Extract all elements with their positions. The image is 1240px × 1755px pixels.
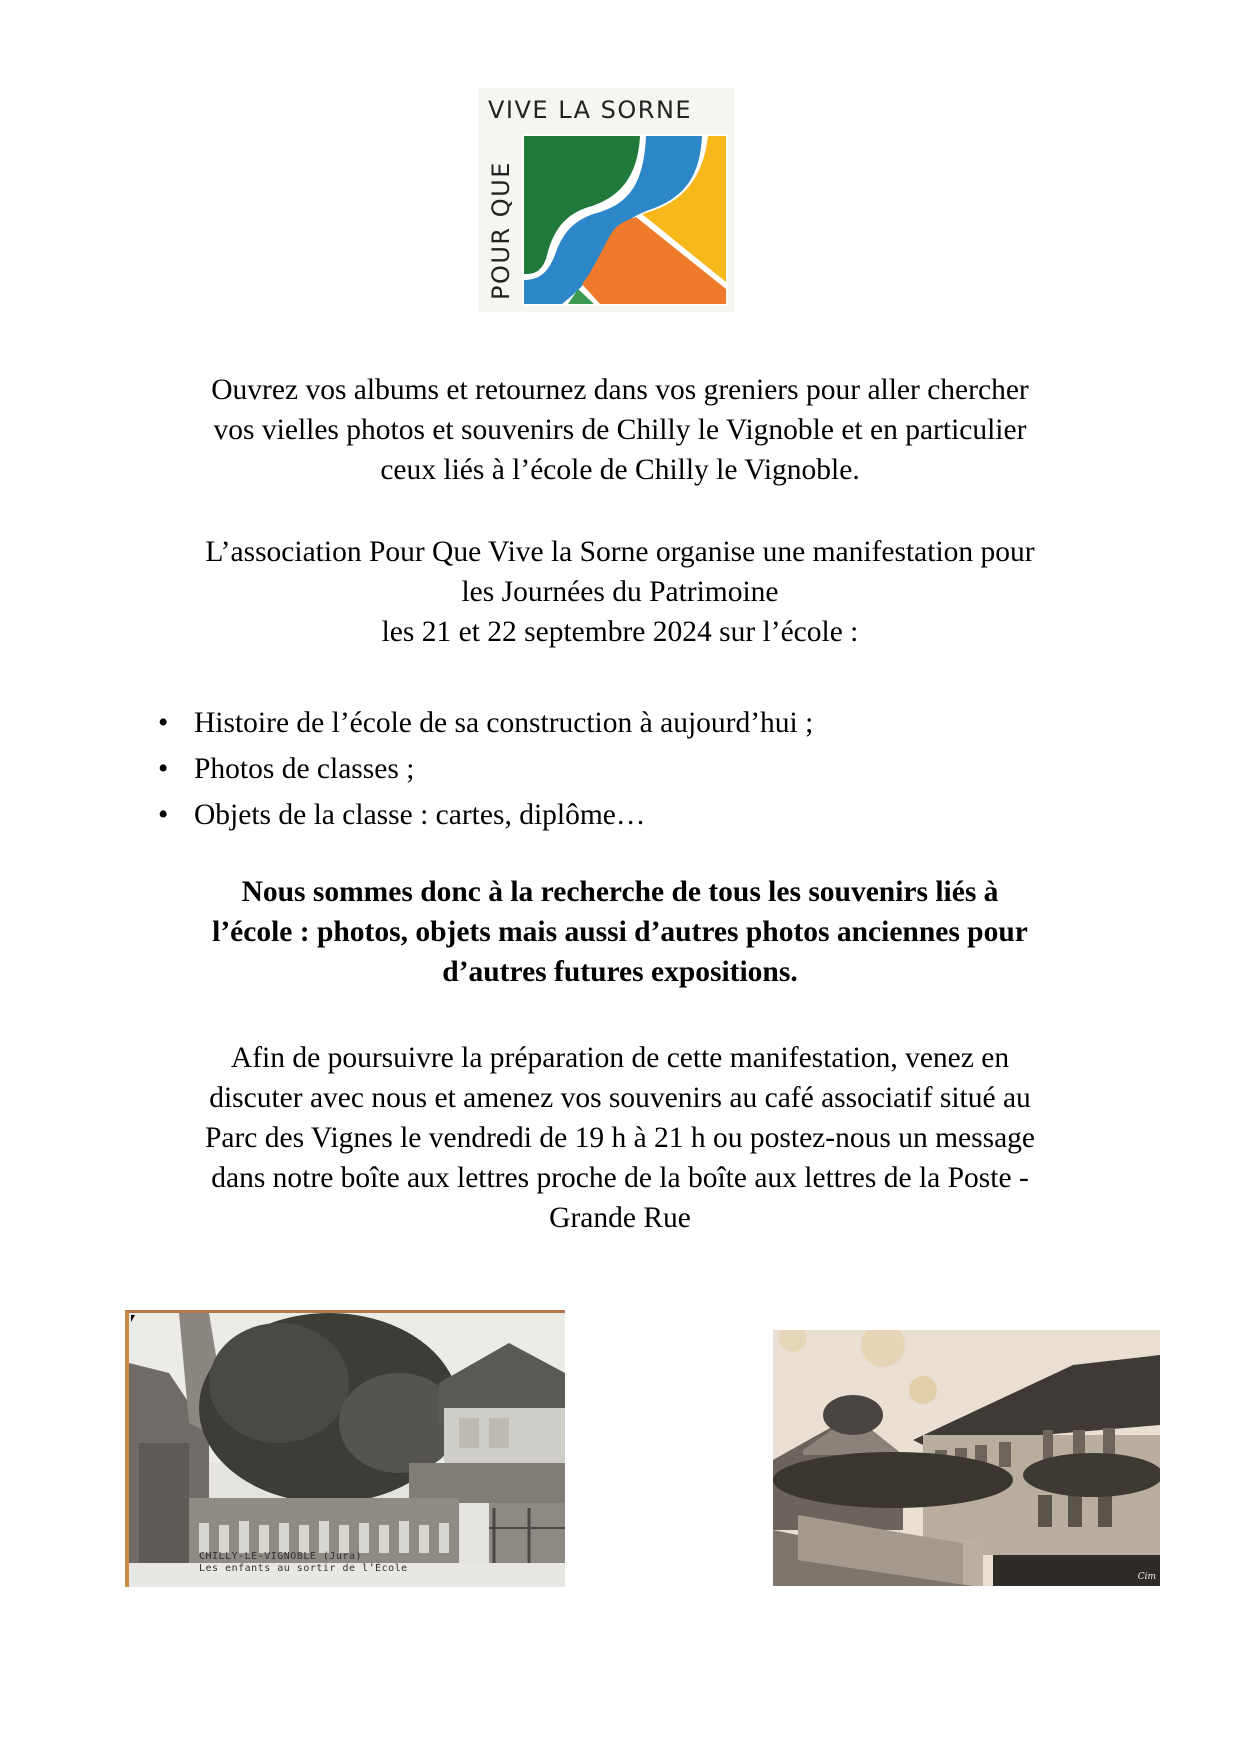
program-list xyxy=(150,700,813,838)
bullet-icon: • xyxy=(158,753,169,785)
postcard-caption-title: CHILLY-LE-VIGNOBLE (Jura) xyxy=(199,1551,363,1562)
mouse-cursor-icon xyxy=(131,1315,135,1322)
cta-line: l’école : photos, objets mais aussi d’autres photos anciennes pour xyxy=(212,916,1028,948)
list-item xyxy=(150,792,813,838)
contact-line: Afin de poursuivre la préparation de cette manifestation, venez en xyxy=(230,1042,1010,1074)
event-line: les 21 et 22 septembre 2024 sur l’école : xyxy=(381,616,859,648)
contact-paragraph xyxy=(100,1038,1140,1238)
list-item-text: Objets de la classe : cartes, diplôme… xyxy=(194,799,646,831)
bullet-icon: • xyxy=(158,707,169,739)
postcard-caption-subtitle: Les enfants au sortir de l’École xyxy=(199,1563,408,1574)
bullet-icon: • xyxy=(158,799,169,831)
cta-line: d’autres futures expositions. xyxy=(442,956,798,988)
association-logo xyxy=(478,88,734,312)
event-line: les Journées du Patrimoine xyxy=(461,576,779,608)
list-item-text: Photos de classes ; xyxy=(194,753,415,785)
school-image xyxy=(773,1330,1160,1586)
intro-line: ceux liés à l’école de Chilly le Vignoble. xyxy=(380,454,860,486)
call-to-action-paragraph xyxy=(100,872,1140,992)
logo-top-text: VIVE LA SORNE xyxy=(488,96,693,124)
contact-line: discuter avec nous et amenez vos souvenirs au café associatif situé au xyxy=(209,1082,1031,1114)
contact-line: Parc des Vignes le vendredi de 19 h à 21 h ou postez-nous un message xyxy=(204,1122,1036,1154)
list-item-text: Histoire de l’école de sa construction à aujourd’hui ; xyxy=(194,707,814,739)
list-item xyxy=(150,746,813,792)
list-item xyxy=(150,700,813,746)
photo-stamp: Cim xyxy=(1137,1572,1156,1582)
contact-line: Grande Rue xyxy=(549,1202,691,1234)
contact-line: dans notre boîte aux lettres proche de la boîte aux lettres de la Poste - xyxy=(211,1162,1029,1194)
cta-line: Nous sommes donc à la recherche de tous les souvenirs liés à xyxy=(241,876,999,908)
intro-line: Ouvrez vos albums et retournez dans vos greniers pour aller chercher xyxy=(211,374,1029,406)
logo-side-text: POUR QUE xyxy=(487,161,515,300)
event-paragraph xyxy=(100,532,1140,652)
postcard-photo-children xyxy=(125,1310,565,1587)
event-line: L’association Pour Que Vive la Sorne organise une manifestation pour xyxy=(205,536,1035,568)
logo-artwork xyxy=(522,134,728,306)
postcard-image xyxy=(129,1313,565,1587)
intro-paragraph xyxy=(100,370,1140,490)
intro-line: vos vielles photos et souvenirs de Chilly le Vignoble et en particulier xyxy=(213,414,1027,446)
postcard-caption xyxy=(199,1551,408,1575)
school-building-photo xyxy=(773,1330,1160,1586)
